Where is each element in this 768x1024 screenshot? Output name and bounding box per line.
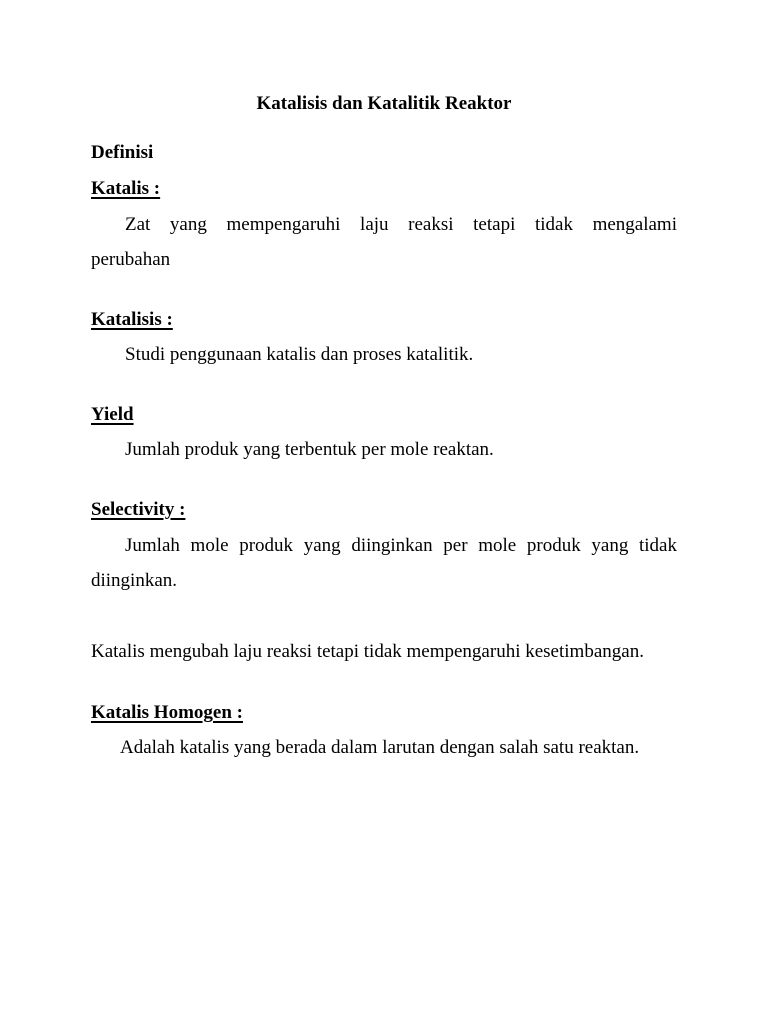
term-katalisis: Katalisis : bbox=[91, 309, 173, 330]
definition-selectivity-line1: Jumlah mole produk yang diinginkan per mole produk yang tidak bbox=[125, 535, 677, 556]
definition-katalis-line1: Zat yang mempengaruhi laju reaksi tetapi tidak mengalami bbox=[125, 214, 677, 235]
definition-selectivity-line2: diinginkan. bbox=[91, 570, 178, 591]
statement-equilibrium: Katalis mengubah laju reaksi tetapi tidak mempengaruhi kesetimbangan. bbox=[91, 641, 644, 662]
term-yield: Yield bbox=[91, 404, 134, 425]
definition-katalisis: Studi penggunaan katalis dan proses katalitik. bbox=[125, 344, 474, 365]
term-katalis-homogen: Katalis Homogen : bbox=[91, 702, 243, 723]
definition-yield: Jumlah produk yang terbentuk per mole reaktan. bbox=[125, 439, 494, 460]
section-label-definisi: Definisi bbox=[91, 142, 154, 163]
definition-katalis-line2: perubahan bbox=[91, 249, 171, 270]
term-katalis: Katalis : bbox=[91, 178, 161, 199]
definition-katalis-homogen: Adalah katalis yang berada dalam larutan dengan salah satu reaktan. bbox=[120, 737, 640, 758]
term-selectivity: Selectivity : bbox=[91, 499, 186, 520]
document-title: Katalisis dan Katalitik Reaktor bbox=[256, 93, 512, 114]
